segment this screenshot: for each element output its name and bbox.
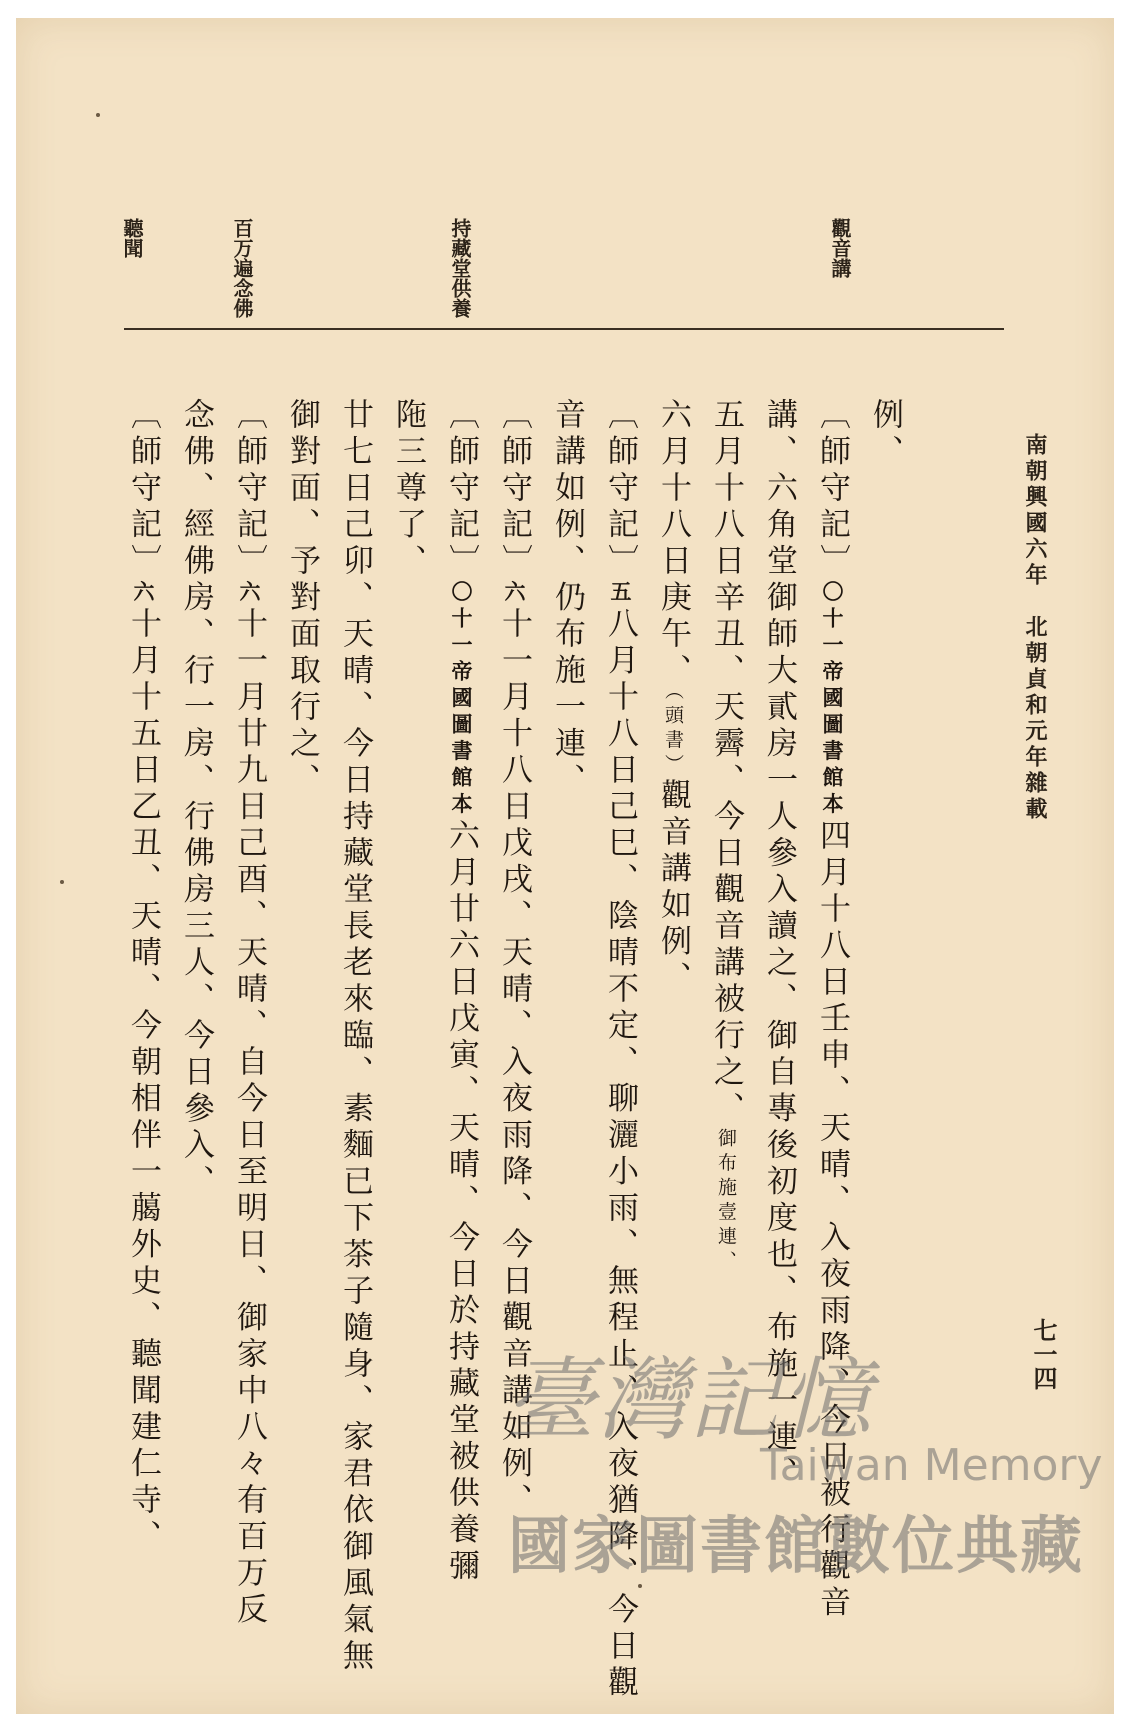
source-note: 〇十一帝國圖書館本	[820, 580, 845, 819]
text-column: 六月十八日庚午、（頭書）觀音講如例、	[655, 398, 691, 998]
watermark-library: 國家圖書館數位典藏	[508, 1509, 1085, 1582]
text-column: 念佛、經佛房、行一房、行佛房三人、今日參入、	[178, 398, 214, 1201]
inline-annotation: （頭書）	[662, 690, 684, 779]
text-column: 講、六角堂御師大貳房一人參入讀之、御自專後初度也、布施一連、	[761, 398, 797, 1493]
text-column: 〔師守記〕〇十一帝國圖書館本六月廿六日戊寅、天晴、今日於持藏堂被供養彌	[443, 398, 479, 1586]
text-column: 〔師守記〕六十月十五日乙丑、天晴、今朝相伴一﨟外史、聽聞建仁寺、	[125, 398, 161, 1556]
text-column: 例、	[867, 398, 903, 471]
text-column: 〔師守記〕五八月十八日己巳、陰晴不定、聊灑小雨、無程止、入夜猶降、今日觀	[602, 398, 638, 1702]
text-column: 御對面、予對面取行之、	[284, 398, 320, 800]
text-column: 五月十八日辛丑、天霽、今日觀音講被行之、御布施壹連、	[708, 398, 744, 1275]
page-number: 七一四	[1029, 1318, 1058, 1390]
source-note: 六	[502, 580, 527, 607]
watermark-title: 臺灣記憶	[505, 1348, 873, 1453]
margin-note: 聽聞	[120, 218, 144, 258]
text-column: 〔師守記〕六十一月廿九日己酉、天晴、自今日至明日、御家中八々有百万反	[231, 398, 267, 1629]
margin-note: 百万遍念佛	[230, 218, 254, 318]
text-column: 〔師守記〕六十一月十八日戊戌、天晴、入夜雨降、今日觀音講如例、	[496, 398, 532, 1520]
margin-note: 持藏堂供養	[448, 218, 472, 318]
paper-speck	[96, 113, 100, 117]
inline-annotation: 御布施壹連、	[715, 1128, 737, 1275]
source-note: 六	[237, 580, 262, 607]
source-note: 六	[131, 580, 156, 607]
header-rule	[124, 328, 1004, 330]
paper-speck	[60, 880, 64, 884]
text-column: 音講如例、仍布施一連、	[549, 398, 585, 800]
text-column: 〔師守記〕〇十一帝國圖書館本四月十八日壬申、天晴、入夜雨降、今日被行觀音	[814, 398, 850, 1622]
watermark-english: Taiwan Memory	[760, 1440, 1103, 1491]
text-column: 陁三尊了、	[390, 398, 426, 581]
source-note: 〇十一帝國圖書館本	[449, 580, 474, 819]
text-column: 廿七日己卯、天晴、今日持藏堂長老來臨、素麵已下茶子隨身、家君依御風氣無	[337, 398, 373, 1676]
running-header: 南朝興國六年 北朝貞和元年雜載	[1022, 433, 1048, 823]
source-note: 五	[608, 580, 633, 607]
margin-note: 觀音講	[828, 218, 852, 278]
